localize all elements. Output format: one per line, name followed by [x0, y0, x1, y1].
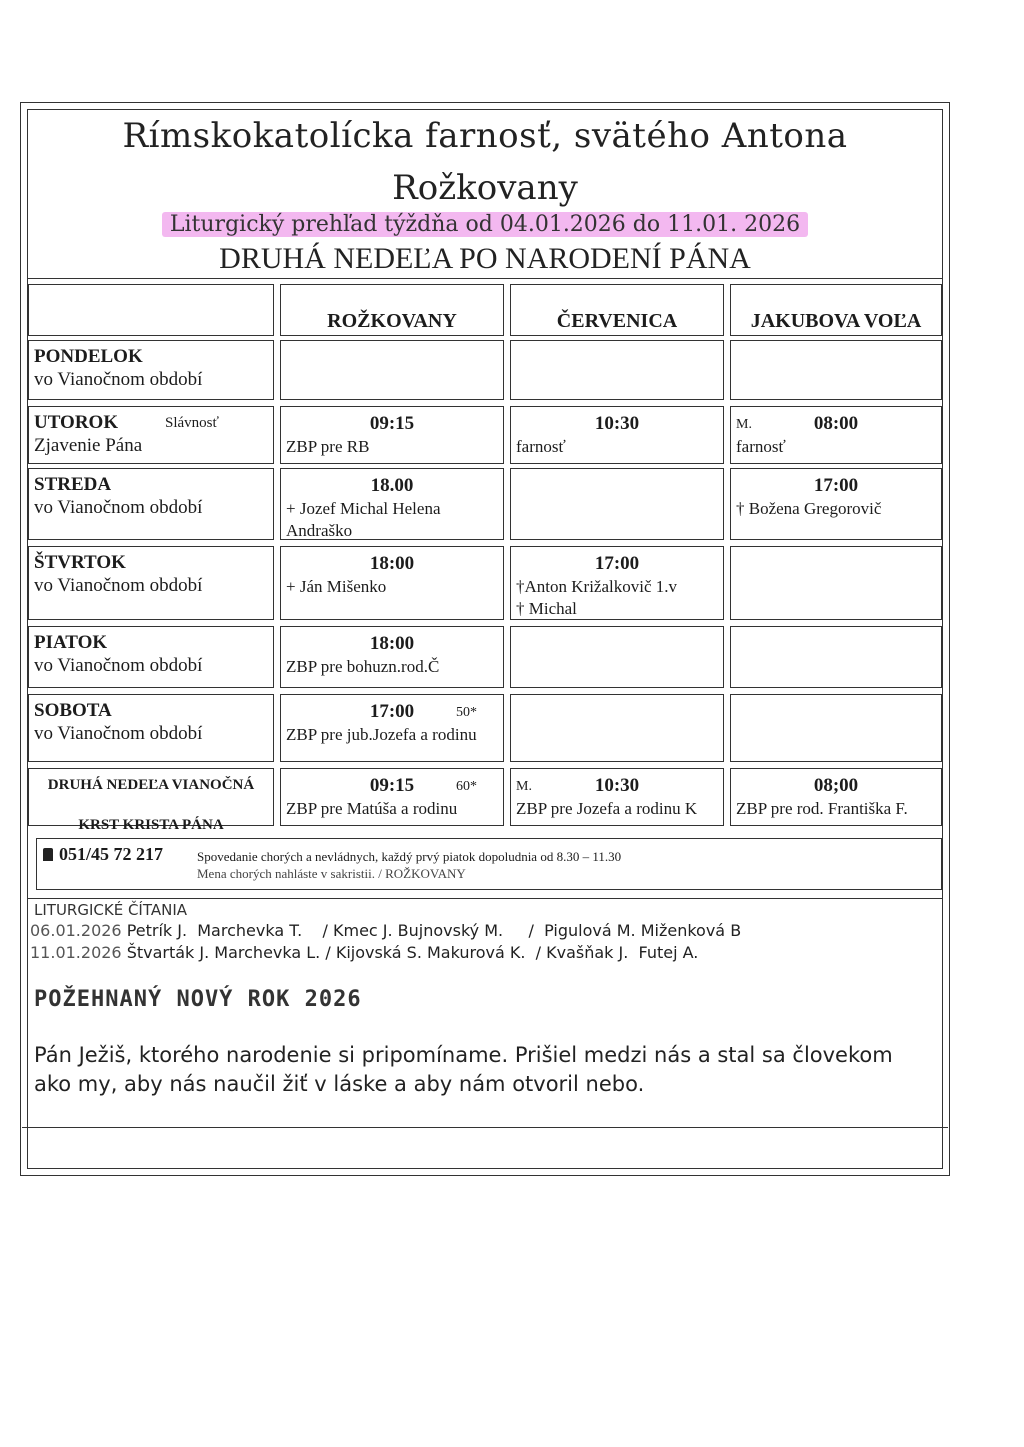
contact-info [36, 838, 942, 890]
mass-intention: ZBP pre RB [286, 437, 370, 456]
mass-intention-line2: Andraško [286, 521, 353, 540]
mass-cell [280, 468, 504, 540]
mass-intention: + Jozef Michal Helena [286, 499, 441, 518]
mass-time: 18:00 [369, 633, 415, 654]
day-season: vo Vianočnom období [34, 723, 203, 744]
christmas-message: Pán Ježiš, ktorého narodenie si pripomíname. Prišiel medzi nás a stal sa človekom ako my, aby nás naučil žiť v láske a aby nám otvoril nebo. [34, 1043, 893, 1096]
mass-cell [510, 406, 724, 464]
mass-cell [510, 694, 724, 762]
phone-number-block [43, 844, 163, 865]
mass-cell [510, 626, 724, 688]
column-header-3 [730, 284, 942, 336]
mass-cell [730, 546, 942, 620]
mass-time: 18.00 [370, 475, 414, 496]
mass-prefix: M. [736, 417, 752, 432]
mass-cell [510, 468, 724, 540]
reading-readers: Štvarták J. Marchevka L. / Kijovská S. Makurová K. / Kvašňak J. Futej A. [121, 943, 699, 962]
day-cell-štvrtok [28, 546, 274, 620]
day-name: ŠTVRTOK [34, 552, 126, 573]
sunday-name [29, 775, 273, 835]
readings-section [28, 898, 942, 1168]
day-season: vo Vianočnom období [34, 575, 203, 596]
day-season: vo Vianočnom období [34, 655, 203, 676]
mass-intention: †Anton Križalkovič 1.v [516, 577, 677, 596]
mass-time: 10:30 [594, 413, 640, 434]
telephone-icon [43, 848, 53, 861]
reading-date: 06.01.2026 [30, 921, 122, 940]
footer-divider [22, 1127, 948, 1128]
attendance-count: 50* [456, 705, 477, 720]
column-header-label: ROŽKOVANY [327, 310, 457, 332]
mass-time: 09:15 [369, 775, 415, 796]
sunday-name-line1: DRUHÁ NEDEĽA VIANOČNÁ [47, 777, 255, 793]
day-cell-pondelok [28, 340, 274, 400]
day-name: UTOROK [34, 412, 119, 433]
mass-cell [730, 468, 942, 540]
day-name: PIATOK [34, 632, 108, 653]
mass-cell [510, 546, 724, 620]
mass-intention: † Božena Gregorovič [736, 499, 882, 518]
mass-intention: ZBP pre bohuzn.rod.Č [286, 657, 440, 676]
mass-intention: ZBP pre Jozefa a rodinu K [516, 799, 698, 818]
reading-row [30, 921, 741, 940]
mass-intention: + Ján Mišenko [286, 577, 387, 596]
day-season: Zjavenie Pána [34, 435, 143, 456]
mass-intention: farnosť [516, 437, 566, 456]
mass-time: 17:00 [813, 475, 859, 496]
bulletin-outer-frame [20, 102, 950, 1176]
mass-time: 18:00 [369, 553, 415, 574]
mass-cell [730, 406, 942, 464]
phone-number: 051/45 72 217 [59, 844, 164, 864]
mass-cell [730, 768, 942, 826]
column-header-1 [280, 284, 504, 336]
reading-row [30, 943, 698, 962]
mass-cell [730, 626, 942, 688]
mass-time: 17:00 [594, 553, 640, 574]
mass-cell [280, 626, 504, 688]
day-rank: Slávnosť [165, 415, 219, 431]
mass-time: 17:00 [369, 701, 415, 722]
mass-intention: ZBP pre Matúša a rodinu [286, 799, 458, 818]
mass-cell [280, 694, 504, 762]
mass-cell [510, 340, 724, 400]
mass-intention: ZBP pre jub.Jozefa a rodinu [286, 725, 477, 744]
parish-place: Rožkovany [392, 168, 578, 208]
day-cell-utorok [28, 406, 274, 464]
bulletin-header [28, 110, 942, 279]
day-name: SOBOTA [34, 700, 112, 721]
mass-time: 10:30 [594, 775, 640, 796]
mass-prefix: M. [516, 779, 532, 794]
mass-cell [280, 340, 504, 400]
day-cell-streda [28, 468, 274, 540]
mass-cell [280, 406, 504, 464]
day-season: vo Vianočnom období [34, 497, 203, 518]
new-year-greeting: POŽEHNANÝ NOVÝ ROK 2026 [34, 987, 362, 1012]
attendance-count: 60* [456, 779, 477, 794]
mass-time: 08:00 [813, 413, 859, 434]
column-header-label: ČERVENICA [556, 310, 678, 332]
readings-title: LITURGICKÉ ČÍTANIA [34, 901, 188, 919]
bulletin-inner-frame [27, 109, 943, 1169]
sunday-name-line2: KRST KRISTA PÁNA [78, 817, 224, 833]
week-overview-wrap [28, 212, 942, 237]
day-cell-sobota [28, 694, 274, 762]
mass-time: 09:15 [369, 413, 415, 434]
day-season: vo Vianočnom období [34, 369, 203, 390]
column-header-2 [510, 284, 724, 336]
mass-intention-line2: † Michal [516, 599, 577, 618]
reading-date: 11.01.2026 [30, 943, 122, 962]
mass-cell [510, 768, 724, 826]
header-blank-cell [28, 284, 274, 336]
mass-cell [730, 340, 942, 400]
mass-intention: ZBP pre rod. Františka F. [736, 799, 908, 818]
day-name: PONDELOK [34, 346, 143, 367]
mass-time: 08;00 [813, 775, 859, 796]
sunday-title: DRUHÁ NEDEĽA PO NARODENÍ PÁNA [219, 242, 751, 275]
sick-names-note: Mena chorých nahláste v sakristii. / ROŽKOVANY [197, 866, 466, 881]
day-cell-sunday [28, 768, 274, 833]
confession-note: Spovedanie chorých a nevládnych, každý prvý piatok dopoludnia od 8.30 – 11.30 [197, 849, 622, 864]
column-header-label: JAKUBOVA VOĽA [750, 310, 922, 332]
week-overview: Liturgický prehľad týždňa od 04.01.2026 do 11.01. 2026 [162, 212, 808, 237]
mass-cell [280, 546, 504, 620]
mass-intention: farnosť [736, 437, 786, 456]
day-name: STREDA [34, 474, 112, 495]
reading-readers: Petrík J. Marchevka T. / Kmec J. Bujnovský M. / Pigulová M. Miženková B [121, 921, 742, 940]
parish-name: Rímskokatolícka farnosť, svätého Antona [122, 116, 848, 156]
mass-cell [280, 768, 504, 826]
mass-cell [730, 694, 942, 762]
day-cell-piatok [28, 626, 274, 688]
